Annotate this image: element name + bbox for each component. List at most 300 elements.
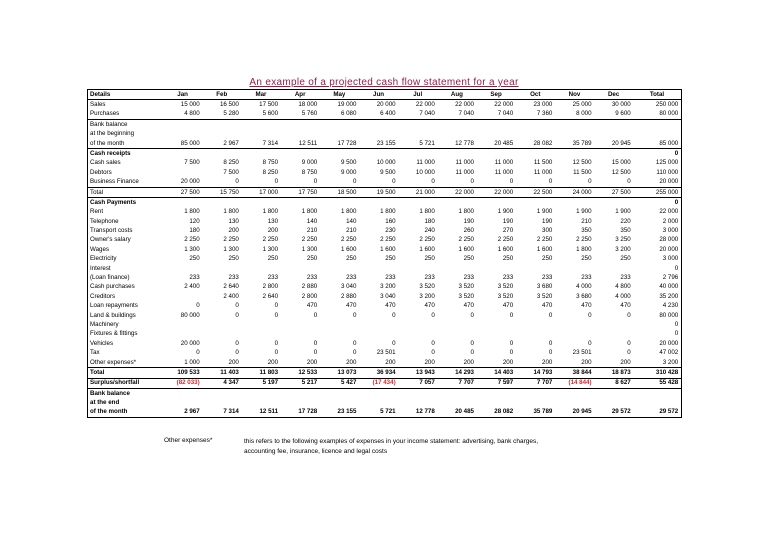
month-cell: 250	[346, 255, 357, 263]
total-cell: 80 000	[659, 311, 679, 319]
month-cell: 4 000	[615, 292, 631, 300]
month-cell: 0	[313, 339, 318, 347]
month-cell	[164, 130, 203, 139]
month-cell: 250	[385, 255, 396, 263]
month-cell: 2 250	[576, 236, 592, 244]
month-cell	[164, 198, 203, 208]
month-cell	[359, 399, 398, 408]
month-cell	[438, 149, 477, 159]
month-cell: 3 520	[419, 283, 435, 291]
month-cell: 1 600	[419, 245, 435, 253]
row-label: Owner's salary	[90, 236, 131, 244]
month-cell: 1 300	[184, 245, 200, 253]
month-cell: 7 314	[242, 139, 281, 149]
month-cell: 20 485	[455, 408, 474, 416]
month-cell: 0	[313, 311, 318, 319]
table-row	[88, 208, 682, 217]
month-cell: 7 707	[516, 378, 555, 388]
total-cell: 22 000	[659, 208, 679, 216]
month-cell: 0	[359, 178, 398, 188]
row-label: of the month	[88, 139, 164, 149]
month-cell: 10 000	[376, 159, 396, 167]
month-cell: 1 600	[340, 245, 357, 253]
month-cell	[555, 149, 594, 159]
month-cell: 22 500	[516, 187, 555, 197]
month-cell: 2 250	[262, 236, 279, 244]
month-cell: 3 520	[497, 292, 514, 300]
month-cell: 1 300	[223, 245, 239, 253]
month-cell: 200	[242, 358, 281, 368]
table-row	[88, 120, 682, 130]
month-cell: 470	[581, 302, 592, 310]
total-cell: 55 428	[634, 378, 682, 388]
month-cell: 9 000	[301, 159, 318, 167]
month-cell: 0	[548, 349, 553, 357]
footnote-description: this refers to the following examples of expenses in your income statement: advertising, bank charges, accounting fee, insurance, licence and legal costs	[244, 438, 539, 455]
month-cell: 233	[463, 274, 474, 282]
footnote-term: Other expenses*	[164, 437, 213, 444]
month-cell: 120	[189, 217, 200, 225]
month-cell: 13 943	[399, 368, 438, 378]
total-cell: 47 002	[659, 349, 679, 357]
month-cell	[242, 389, 281, 399]
month-cell	[242, 149, 281, 159]
month-cell	[477, 120, 516, 130]
month-cell: 2 800	[301, 292, 318, 300]
month-cell	[164, 168, 203, 177]
month-cell: 130	[267, 217, 279, 225]
month-cell: 19 000	[337, 100, 357, 108]
month-cell: 23 000	[533, 100, 553, 108]
month-cell: 210	[306, 227, 318, 235]
month-cell: 2 250	[184, 236, 200, 244]
month-cell: 11 500	[533, 159, 553, 167]
month-cell	[164, 320, 203, 329]
month-cell: 109 533	[164, 368, 203, 378]
month-cell: 200	[516, 358, 555, 368]
month-cell	[203, 330, 242, 339]
row-label: Business Finance	[88, 178, 164, 188]
month-cell	[516, 330, 555, 339]
month-cell: 470	[306, 302, 318, 310]
month-cell: 470	[463, 302, 474, 310]
month-cell: 22 000	[415, 100, 435, 108]
month-cell	[399, 120, 438, 130]
table-row	[88, 255, 682, 264]
month-cell: 0	[438, 178, 477, 188]
month-cell	[242, 130, 281, 139]
month-cell: 4 000	[576, 283, 592, 291]
month-cell: 11 500	[573, 168, 592, 176]
month-cell: 11 000	[494, 168, 514, 176]
month-cell	[438, 120, 477, 130]
month-cell	[399, 389, 438, 399]
month-cell: 0	[274, 339, 279, 347]
month-cell: 0	[352, 311, 357, 319]
total-cell: 4 230	[662, 302, 679, 310]
month-cell	[477, 330, 516, 339]
month-cell: 1 800	[419, 208, 435, 216]
month-cell: 2 250	[223, 236, 239, 244]
month-cell: 3 040	[340, 283, 357, 291]
month-cell: 1 300	[262, 245, 279, 253]
page-title: An example of a projected cash flow statement for a year	[249, 77, 519, 88]
month-cell	[359, 120, 398, 130]
month-cell	[595, 264, 634, 273]
month-cell	[203, 320, 242, 329]
month-cell: 11 000	[455, 168, 474, 176]
month-cell: 2 400	[223, 292, 239, 300]
month-cell: 20 000	[164, 178, 203, 188]
row-label: Transport costs	[90, 227, 133, 235]
month-cell: 38 844	[555, 368, 594, 378]
month-cell: 200	[399, 358, 438, 368]
month-cell: 1 800	[380, 208, 396, 216]
month-cell: 10 000	[415, 168, 435, 176]
month-cell	[477, 320, 516, 329]
month-cell: 1 800	[184, 208, 200, 216]
month-cell	[477, 149, 516, 159]
row-label: Cash Payments	[90, 198, 137, 206]
month-cell: 470	[542, 302, 553, 310]
table-row	[88, 292, 682, 301]
month-cell	[242, 320, 281, 329]
month-cell: 0	[548, 311, 553, 319]
table-row	[88, 302, 682, 311]
month-cell	[477, 264, 516, 273]
table-row	[88, 399, 682, 408]
row-label: Land & buildings	[90, 311, 136, 319]
month-cell: 1 800	[340, 208, 357, 216]
month-cell	[203, 198, 242, 208]
cash-flow-body	[88, 90, 682, 418]
month-cell	[320, 120, 359, 130]
month-cell	[164, 330, 203, 339]
month-cell: 0	[320, 178, 359, 188]
month-cell: 200	[438, 358, 477, 368]
month-cell	[595, 130, 634, 139]
row-label: Creditors	[90, 292, 116, 300]
month-cell: 8 250	[223, 159, 239, 167]
month-cell	[477, 130, 516, 139]
table-row	[88, 368, 682, 378]
header-cell-nov: Nov	[555, 90, 594, 100]
month-cell	[516, 149, 555, 159]
month-cell: 0	[242, 178, 281, 188]
month-cell: 0	[470, 311, 474, 319]
row-label: Tax	[90, 349, 100, 357]
row-label: Bank balance	[90, 120, 128, 128]
month-cell	[242, 264, 281, 273]
month-cell	[595, 320, 634, 329]
month-cell: 250	[189, 255, 200, 263]
total-cell: 40 000	[659, 283, 679, 291]
month-cell: 12 533	[281, 368, 320, 378]
month-cell: 22 000	[455, 100, 474, 108]
month-cell: 2 880	[301, 283, 318, 291]
month-cell: 4 800	[615, 283, 631, 291]
month-cell: 1 800	[262, 208, 279, 216]
month-cell: 200	[595, 358, 634, 368]
month-cell: 250	[424, 255, 435, 263]
month-cell: 0	[627, 339, 631, 347]
month-cell: 470	[620, 302, 631, 310]
month-cell: 250	[581, 255, 592, 263]
month-cell	[281, 399, 320, 408]
month-cell: 0	[470, 339, 474, 347]
month-cell: 2 250	[301, 236, 318, 244]
month-cell	[203, 264, 242, 273]
month-cell: 0	[588, 311, 592, 319]
month-cell	[281, 389, 320, 399]
total-cell: 2 000	[662, 217, 679, 225]
month-cell	[164, 389, 203, 399]
month-cell: 7 040	[438, 110, 477, 120]
month-cell	[164, 399, 203, 408]
table-row	[88, 149, 682, 159]
row-label: at the beginning	[90, 130, 135, 138]
month-cell	[242, 198, 281, 208]
month-cell	[438, 130, 477, 139]
month-cell: 260	[463, 227, 474, 235]
month-cell: 5 280	[203, 110, 242, 120]
month-cell	[438, 399, 477, 408]
month-cell: 1 900	[615, 208, 631, 216]
month-cell: 7 500	[184, 159, 200, 167]
month-cell: 470	[424, 302, 435, 310]
month-cell: 7 597	[477, 378, 516, 388]
row-label: Bank balance	[90, 389, 130, 397]
month-cell: 1 900	[536, 208, 553, 216]
table-row	[88, 264, 682, 273]
month-cell: 220	[620, 217, 631, 225]
month-cell: 0	[627, 349, 631, 357]
row-label: Rent	[90, 208, 104, 216]
month-cell	[359, 320, 398, 329]
month-cell: 3 520	[497, 283, 514, 291]
month-cell	[555, 198, 594, 208]
month-cell: 6 080	[320, 110, 359, 120]
month-cell	[399, 264, 438, 273]
month-cell: 0	[235, 339, 239, 347]
month-cell: 2 800	[262, 283, 279, 291]
month-cell: 3 250	[615, 236, 631, 244]
month-cell: 233	[542, 274, 553, 282]
table-row	[88, 100, 682, 110]
month-cell: 1 800	[301, 208, 318, 216]
header-cell-may: May	[320, 90, 359, 100]
month-cell: 12 500	[611, 168, 631, 176]
month-cell	[242, 120, 281, 130]
total-cell	[634, 389, 682, 399]
month-cell	[164, 264, 203, 273]
month-cell	[203, 389, 242, 399]
month-cell: 30 000	[611, 100, 631, 108]
month-cell: 1 900	[497, 208, 514, 216]
month-cell	[516, 264, 555, 273]
row-label: Surplus/shortfall	[88, 378, 164, 388]
total-cell: 85 000	[634, 139, 682, 149]
month-cell: 0	[281, 178, 320, 188]
month-cell: 22 000	[494, 100, 514, 108]
month-cell	[399, 320, 438, 329]
month-cell: 233	[424, 274, 435, 282]
table-row	[88, 159, 682, 168]
row-label: Vehicles	[90, 339, 114, 347]
month-cell: 21 000	[399, 187, 438, 197]
month-cell	[516, 120, 555, 130]
month-cell	[477, 198, 516, 208]
row-label: (Loan finance)	[90, 274, 130, 282]
month-cell: 1 600	[458, 245, 474, 253]
table-row	[88, 178, 682, 188]
month-cell: 7 040	[477, 110, 516, 120]
month-cell: 180	[424, 217, 435, 225]
month-cell: 0	[431, 339, 435, 347]
total-cell: 0	[674, 264, 679, 272]
month-cell: 0	[352, 349, 357, 357]
month-cell: 5 600	[242, 110, 281, 120]
month-cell: 15 000	[180, 100, 200, 108]
month-cell: 250	[463, 255, 474, 263]
month-cell: 35 789	[533, 408, 553, 416]
row-label: Fixtures & fittings	[90, 330, 138, 338]
month-cell	[555, 399, 594, 408]
month-cell: 190	[463, 217, 474, 225]
month-cell	[281, 120, 320, 130]
month-cell	[359, 264, 398, 273]
month-cell: (82 033)	[164, 378, 203, 388]
month-cell: 3 200	[380, 283, 396, 291]
month-cell	[399, 198, 438, 208]
month-cell	[281, 320, 320, 329]
month-cell: 233	[228, 274, 239, 282]
month-cell	[516, 389, 555, 399]
table-row	[88, 130, 682, 139]
row-label: Other expenses*	[88, 358, 164, 368]
month-cell	[242, 330, 281, 339]
month-cell: 1 300	[301, 245, 318, 253]
month-cell	[595, 330, 634, 339]
row-label: Total	[88, 368, 164, 378]
month-cell	[516, 399, 555, 408]
month-cell: 0	[274, 302, 279, 310]
table-row	[88, 198, 682, 208]
month-cell: 9 500	[380, 168, 396, 176]
month-cell: 18 500	[320, 187, 359, 197]
table-row	[88, 311, 682, 320]
row-label: at the end	[90, 399, 120, 407]
month-cell: 7 057	[399, 378, 438, 388]
month-cell: 0	[477, 178, 516, 188]
total-cell: 20 000	[659, 339, 679, 347]
month-cell: 8 750	[262, 159, 279, 167]
month-cell: 0	[627, 311, 631, 319]
month-cell: 233	[267, 274, 279, 282]
month-cell: 11 000	[455, 159, 474, 167]
month-cell: 0	[509, 339, 514, 347]
month-cell: 35 789	[555, 139, 594, 149]
month-cell: 7 040	[399, 110, 438, 120]
month-cell: 9 500	[340, 159, 357, 167]
month-cell: 0	[392, 339, 396, 347]
table-row	[88, 245, 682, 254]
month-cell: 2 250	[536, 236, 553, 244]
month-cell	[281, 330, 320, 339]
month-cell: 7 500	[223, 168, 239, 176]
month-cell: 0	[516, 178, 555, 188]
month-cell: 17 000	[242, 187, 281, 197]
month-cell	[595, 389, 634, 399]
month-cell: 27 500	[164, 187, 203, 197]
month-cell: 350	[620, 227, 631, 235]
total-cell: 3 000	[662, 227, 679, 235]
table-row	[88, 273, 682, 282]
month-cell: 0	[235, 349, 239, 357]
month-cell	[399, 399, 438, 408]
month-cell: 17 728	[298, 408, 318, 416]
month-cell	[164, 292, 203, 301]
total-cell: 28 000	[659, 236, 679, 244]
month-cell: 23 155	[359, 139, 398, 149]
month-cell: 28 082	[494, 408, 514, 416]
month-cell: 5 197	[242, 378, 281, 388]
month-cell: 12 500	[572, 159, 592, 167]
table-row	[88, 110, 682, 120]
month-cell: 470	[502, 302, 514, 310]
total-cell	[634, 399, 682, 408]
month-cell: 4 347	[203, 378, 242, 388]
month-cell: 85 000	[164, 139, 203, 149]
month-cell: 23 501	[376, 349, 396, 357]
month-cell: 200	[555, 358, 594, 368]
month-cell: 200	[228, 227, 239, 235]
month-cell: 9 600	[595, 110, 634, 120]
month-cell: 3 040	[380, 292, 396, 300]
month-cell: 19 500	[359, 187, 398, 197]
month-cell: 0	[203, 178, 242, 188]
header-cell-mar: Mar	[242, 90, 281, 100]
header-row	[88, 90, 682, 100]
total-cell	[634, 120, 682, 130]
month-cell: 1 600	[380, 245, 396, 253]
month-cell: 5 217	[281, 378, 320, 388]
month-cell: 210	[581, 217, 592, 225]
month-cell	[555, 130, 594, 139]
month-cell: 2 250	[419, 236, 435, 244]
total-cell: 0	[674, 330, 679, 338]
total-cell: 2 796	[662, 274, 679, 282]
month-cell: 2 250	[497, 236, 514, 244]
month-cell: 4 800	[164, 110, 203, 120]
row-label: Cash purchases	[90, 283, 135, 291]
total-cell: 0	[674, 320, 679, 328]
month-cell: 0	[548, 339, 553, 347]
header-cell-sep: Sep	[477, 90, 516, 100]
header-cell-aug: Aug	[438, 90, 477, 100]
month-cell: 16 500	[219, 100, 239, 108]
table-row	[88, 358, 682, 368]
month-cell: 8 000	[555, 110, 594, 120]
month-cell: 200	[320, 358, 359, 368]
month-cell: 180	[189, 227, 200, 235]
month-cell	[477, 399, 516, 408]
month-cell	[399, 130, 438, 139]
month-cell: 250	[267, 255, 279, 263]
month-cell	[399, 330, 438, 339]
month-cell: 200	[359, 358, 398, 368]
month-cell: 160	[385, 217, 396, 225]
